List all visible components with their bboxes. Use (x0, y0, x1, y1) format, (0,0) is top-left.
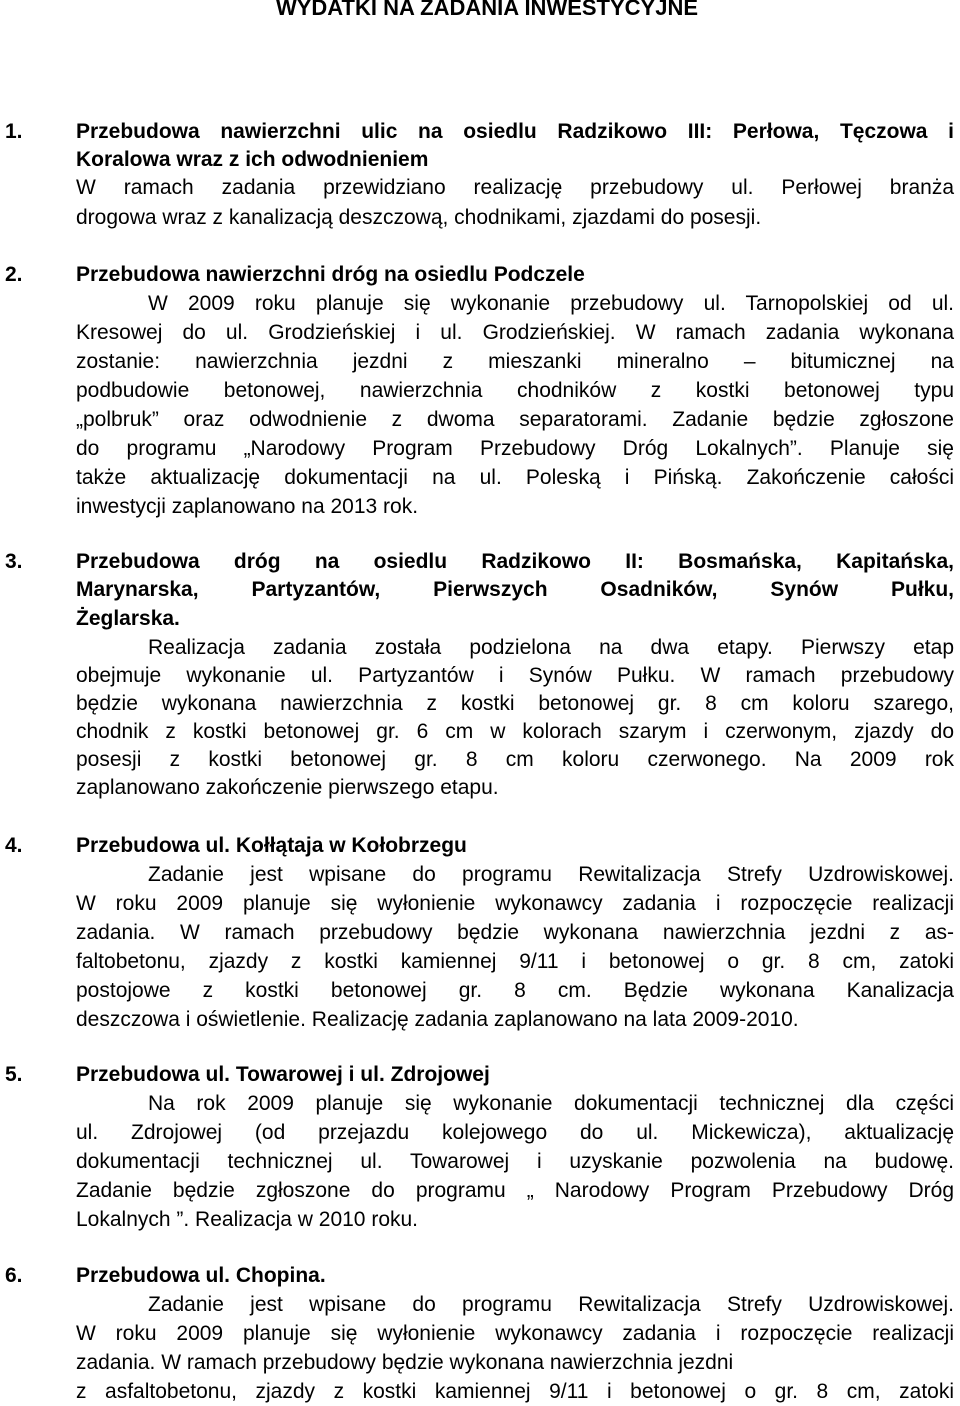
section-number: 5. (5, 1063, 23, 1086)
section-heading: Przebudowa ul. Chopina. (76, 1264, 326, 1287)
section-text-line: z asfaltobetonu, zjazdy z kostki kamiennej 9/11 i betonowej o gr. 8 cm, zatoki (76, 1380, 954, 1403)
section-text-line: będzie wykonana nawierzchnia z kostki betonowej gr. 8 cm koloru szarego, (76, 692, 954, 715)
section-text-line: posesji z kostki betonowej gr. 8 cm koloru czerwonego. Na 2009 rok (76, 748, 954, 771)
section-text-line: także aktualizację dokumentacji na ul. Poleską i Pińską. Zakończenie całości (76, 466, 954, 489)
section-text-line: Zadanie będzie zgłoszone do programu „ Narodowy Program Przebudowy Dróg (76, 1179, 954, 1202)
section-number: 2. (5, 263, 23, 286)
section-text-line: W roku 2009 planuje się wyłonienie wykonawcy zadania i rozpoczęcie realizacji (76, 1322, 954, 1345)
section-text-line: ul. Zdrojowej (od przejazdu kolejowego do ul. Mickewicza), aktualizację (76, 1121, 954, 1144)
document-title: WYDATKI NA ZADANIA INWESTYCYJNE (275, 0, 699, 20)
section-text-line: do programu „Narodowy Program Przebudowy Dróg Lokalnych”. Planuje się (76, 437, 954, 460)
section-text-line: inwestycji zaplanowano na 2013 rok. (76, 495, 419, 518)
section-text-line: „polbruk” oraz odwodnienie z dwoma separatorami. Zadanie będzie zgłoszone (76, 408, 954, 431)
section-text-line: W 2009 roku planuje się wykonanie przebudowy ul. Tarnopolskiej od ul. (148, 292, 954, 315)
section-text-line: Kresowej do ul. Grodzieńskiej i ul. Grodzieńskiej. W ramach zadania wykonana (76, 321, 954, 344)
section-heading: Przebudowa nawierzchni ulic na osiedlu Radzikowo III: Perłowa, Tęczowa i (76, 120, 954, 143)
section-text-line: W roku 2009 planuje się wyłonienie wykonawcy zadania i rozpoczęcie realizacji (76, 892, 954, 915)
section-text-line: zadania. W ramach przebudowy będzie wykonana nawierzchnia jezdni (76, 1351, 734, 1374)
section-heading: Przebudowa nawierzchni dróg na osiedlu Podczele (76, 263, 585, 286)
section-heading: Marynarska, Partyzantów, Pierwszych Osadników, Synów Pułku, (76, 578, 954, 601)
section-text-line: Realizacja zadania została podzielona na dwa etapy. Pierwszy etap (148, 636, 954, 659)
section-text-line: Lokalnych ”. Realizacja w 2010 roku. (76, 1208, 419, 1231)
section-text-line: podbudowie betonowej, nawierzchnia chodników z kostki betonowej typu (76, 379, 954, 402)
section-text-line: zaplanowano zakończenie pierwszego etapu. (76, 776, 499, 799)
section-number: 6. (5, 1264, 23, 1287)
section-text-line: obejmuje wykonanie ul. Partyzantów i Synów Pułku. W ramach przebudowy (76, 664, 954, 687)
section-text-line: deszczowa i oświetlenie. Realizację zadania zaplanowano na lata 2009-2010. (76, 1008, 799, 1031)
section-heading: Przebudowa ul. Towarowej i ul. Zdrojowej (76, 1063, 490, 1086)
section-text-line: dokumentacji technicznej ul. Towarowej i uzyskanie pozwolenia na budowę. (76, 1150, 954, 1173)
section-number: 4. (5, 834, 23, 857)
section-text-line: Na rok 2009 planuje się wykonanie dokumentacji technicznej dla części (148, 1092, 954, 1115)
section-heading: Przebudowa dróg na osiedlu Radzikowo II: Bosmańska, Kapitańska, (76, 550, 954, 573)
section-heading: Przebudowa ul. Kołłątaja w Kołobrzegu (76, 834, 467, 857)
section-text-line: zostanie: nawierzchnia jezdni z mieszanki mineralno – bitumicznej na (76, 350, 954, 373)
section-text-line: drogowa wraz z kanalizacją deszczową, chodnikami, zjazdami do posesji. (76, 206, 762, 229)
section-heading: Żeglarska. (76, 607, 180, 630)
section-text-line: Zadanie jest wpisane do programu Rewitalizacja Strefy Uzdrowiskowej. (148, 1293, 954, 1316)
section-number: 3. (5, 550, 23, 573)
section-text-line: W ramach zadania przewidziano realizację przebudowy ul. Perłowej branża (76, 176, 954, 199)
section-text-line: zadania. W ramach przebudowy będzie wykonana nawierzchnia jezdni z as- (76, 921, 954, 944)
section-text-line: chodnik z kostki betonowej gr. 6 cm w kolorach szarym i czerwonym, zjazdy do (76, 720, 954, 743)
section-number: 1. (5, 120, 23, 143)
section-text-line: faltobetonu, zjazdy z kostki kamiennej 9/11 i betonowej o gr. 8 cm, zatoki (76, 950, 954, 973)
section-text-line: postojowe z kostki betonowej gr. 8 cm. Będzie wykonana Kanalizacja (76, 979, 954, 1002)
section-heading: Koralowa wraz z ich odwodnieniem (76, 148, 429, 171)
section-text-line: Zadanie jest wpisane do programu Rewitalizacja Strefy Uzdrowiskowej. (148, 863, 954, 886)
